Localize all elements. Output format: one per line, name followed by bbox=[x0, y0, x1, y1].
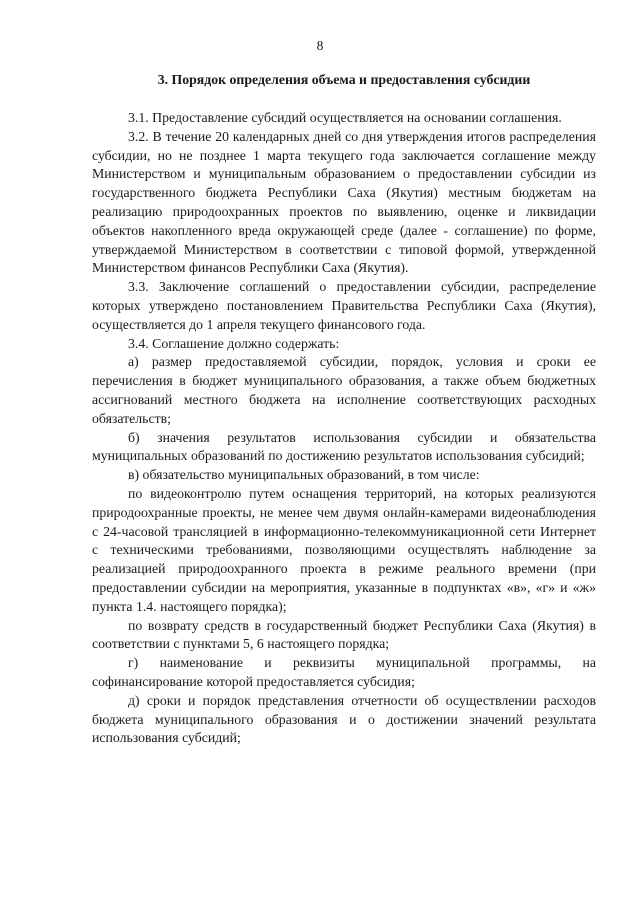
page-number: 8 bbox=[316, 38, 324, 53]
list-item-d: д) сроки и порядок представления отчетности об осуществлении расходов бюджета муниципального образования и о достижении значений результата использования субсидий; bbox=[92, 692, 596, 746]
paragraph-3-2: 3.2. В течение 20 календарных дней со дня утверждения итогов распределения субсидии, но не позднее 1 марта текущего года заключается соглашение между Министерством и муниципальным образованием о предоставлении субсидии из государственного бюджета Республики Саха (Якутия) местным бюджетам на реализацию природоохранных проектов по выявлению, оценке и ликвидации объектов накопленного вреда окружающей среде (далее - соглашение) по форме, утверждаемой Министерством в соответствии с типовой формой, утвержденной Министерством финансов Республики Саха (Якутия). bbox=[92, 128, 596, 276]
sub-item-funds-return: по возврату средств в государственный бюджет Республики Саха (Якутия) в соответствии с пунктами 5, 6 настоящего порядка; bbox=[92, 617, 596, 652]
sub-item-video-control: по видеоконтролю путем оснащения территорий, на которых реализуются природоохранные проекты, не менее чем двумя онлайн-камерами видеонаблюдения с 24-часовой трансляцией в информационно-телекоммуникационной сети Интернет с техническими требованиями, позволяющими осуществлять наблюдение за реализацией природоохранного проекта в режиме реального времени (при предоставлении субсидии на мероприятия, указанные в подпунктах «в», «г» и «ж» пункта 1.4. настоящего порядка); bbox=[92, 485, 596, 614]
paragraph-3-1: 3.1. Предоставление субсидий осуществляется на основании соглашения. bbox=[128, 110, 562, 125]
list-item-a: а) размер предоставляемой субсидии, порядок, условия и сроки ее перечисления в бюджет муниципального образования, а также объем бюджетных ассигнований местного бюджета на исполнение соответствующих расходных обязательств; bbox=[92, 354, 596, 426]
list-item-v: в) обязательство муниципальных образований, в том числе: bbox=[128, 467, 480, 483]
paragraph-3-4: 3.4. Соглашение должно содержать: bbox=[128, 335, 340, 351]
list-item-b: б) значения результатов использования субсидии и обязательства муниципальных образований по достижению результатов использования субсидий; bbox=[92, 429, 596, 464]
body-text bbox=[92, 109, 596, 748]
list-item-g: г) наименование и реквизиты муниципальной программы, на софинансирование которой предоставляется субсидия; bbox=[92, 655, 596, 689]
paragraph-3-3: 3.3. Заключение соглашений о предоставлении субсидии, распределение которых утверждено постановлением Правительства Республики Саха (Якутия), осуществляется до 1 апреля текущего финансового года. bbox=[92, 279, 596, 332]
section-title: 3. Порядок определения объема и предоставления субсидии bbox=[157, 72, 531, 87]
